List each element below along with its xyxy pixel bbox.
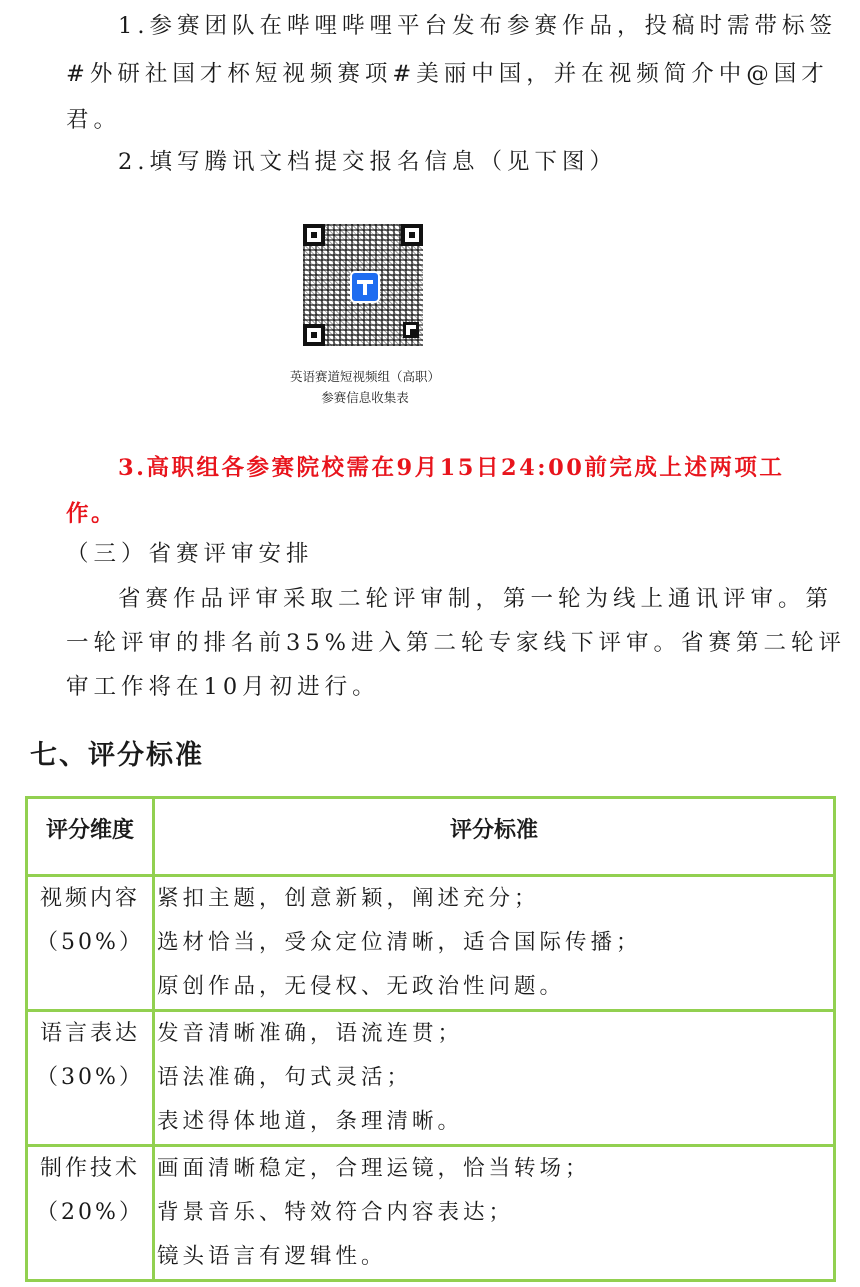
row-criteria (154, 1146, 835, 1281)
item2: 2.填写腾讯文档提交报名信息（见下图） (118, 149, 617, 175)
row-criteria (154, 876, 835, 1011)
scoring-table (25, 796, 836, 1282)
row-dimension (27, 876, 154, 1011)
qr-finder-top-right (401, 224, 423, 246)
criterion: 背景音乐、特效符合内容表达； (157, 1200, 515, 1225)
qr-finder-bottom-left (303, 324, 325, 346)
criterion: 原创作品，无侵权、无政治性问题。 (157, 974, 566, 999)
table-row (27, 876, 835, 1011)
criterion: 画面清晰稳定，合理运镜，恰当转场； (157, 1156, 591, 1181)
row-dimension (27, 1146, 154, 1281)
dimension-weight: （20%） (36, 1200, 144, 1225)
qr-finder-bottom-right (403, 322, 419, 338)
criterion: 选材恰当，受众定位清晰，适合国际传播； (157, 930, 642, 955)
section3-title: （三）省赛评审安排 (66, 541, 314, 567)
header-dimension: 评分维度 (27, 798, 154, 876)
item1-line3: 君。 (66, 107, 122, 133)
qr-code[interactable] (303, 224, 423, 346)
qr-caption-line2: 参赛信息收集表 (321, 390, 409, 405)
dimension-weight: （30%） (36, 1065, 144, 1090)
criterion: 表述得体地道，条理清晰。 (157, 1109, 464, 1134)
dimension-name: 语言表达 (39, 1021, 140, 1046)
section3-line3: 审工作将在10月初进行。 (66, 674, 380, 700)
item1-line1: 1.参赛团队在哔哩哔哩平台发布参赛作品，投稿时需带标签 (118, 13, 837, 39)
qr-caption-line1: 英语赛道短视频组（高职） (289, 369, 440, 384)
dimension-name: 视频内容 (39, 886, 140, 911)
section3-line1: 省赛作品评审采取二轮评审制，第一轮为线上通讯评审。第 (118, 586, 834, 612)
table-row (27, 1011, 835, 1146)
qr-finder-top-left (303, 224, 325, 246)
dimension-name: 制作技术 (39, 1156, 140, 1181)
criterion: 发音清晰准确，语流连贯； (157, 1021, 464, 1046)
criterion: 紧扣主题，创意新颖，阐述充分； (157, 886, 540, 911)
section3-line2: 一轮评审的排名前35%进入第二轮专家线下评审。省赛第二轮评 (66, 630, 847, 656)
row-dimension (27, 1011, 154, 1146)
table-header-row (27, 798, 835, 876)
section7-title: 七、评分标准 (30, 740, 204, 771)
item3-line1: 3.高职组各参赛院校需在9月15日24:00前完成上述两项工 (118, 455, 785, 481)
header-criteria: 评分标准 (154, 798, 835, 876)
dimension-weight: （50%） (36, 930, 144, 955)
item1-line2: #外研社国才杯短视频赛项#美丽中国，并在视频简介中@国才 (66, 61, 829, 87)
item3-line2: 作。 (66, 501, 117, 527)
criterion: 语法准确，句式灵活； (157, 1065, 413, 1090)
criterion: 镜头语言有逻辑性。 (157, 1244, 387, 1269)
table-row (27, 1146, 835, 1281)
tencent-docs-icon (350, 271, 380, 303)
row-criteria (154, 1011, 835, 1146)
